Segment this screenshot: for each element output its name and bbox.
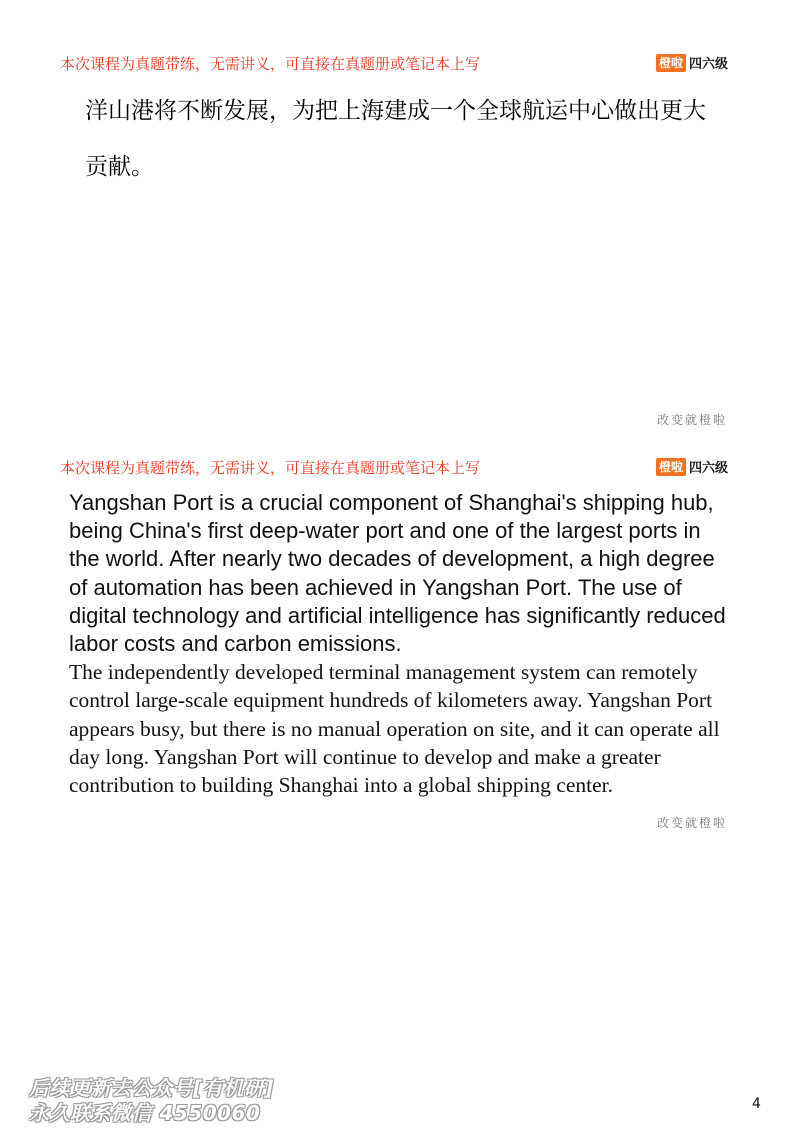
header-note: 本次课程为真题带练，无需讲义，可直接在真题册或笔记本上写 (60, 55, 481, 73)
english-translation (69, 489, 734, 799)
header-note: 本次课程为真题带练，无需讲义，可直接在真题册或笔记本上写 (60, 459, 481, 477)
brand (656, 457, 728, 476)
tagline: 改变就橙啦 (657, 413, 728, 427)
chinese-text: 洋山港将不断发展，为把上海建成一个全球航运中心做出更大贡献。 (85, 98, 706, 180)
brand-level: 四六级 (689, 57, 729, 72)
watermark-line-1: 后续更新去公众号[有机研] (29, 1076, 274, 1100)
brand-logo: 橙啦 (656, 458, 686, 476)
english-text-serif: The independently developed terminal management system can remotely control large-scale equipment hundreds of kilometers away. Yangshan Port appears busy, but there is no manual operation on site, and it can operate all day long. Yangshan Port will continue to develop and make a greater contribution to building Shanghai into a global shipping center. (69, 660, 720, 798)
page-number: 4 (752, 1096, 761, 1112)
brand-level: 四六级 (689, 461, 729, 476)
watermark-line-2: 永久联系微信 4550060 (29, 1101, 261, 1125)
brand-logo: 橙啦 (656, 54, 686, 72)
tagline: 改变就橙啦 (657, 816, 728, 830)
english-text-sans: Yangshan Port is a crucial component of Shanghai's shipping hub, being China's first deep-water port and one of the largest ports in the world. After nearly two decades of development, a high degree of automation has been achieved in Yangshan Port. The use of digital technology and artificial intelligence has significantly reduced labor costs and carbon emissions. (69, 490, 726, 657)
watermark (29, 1076, 274, 1126)
brand (656, 53, 728, 72)
